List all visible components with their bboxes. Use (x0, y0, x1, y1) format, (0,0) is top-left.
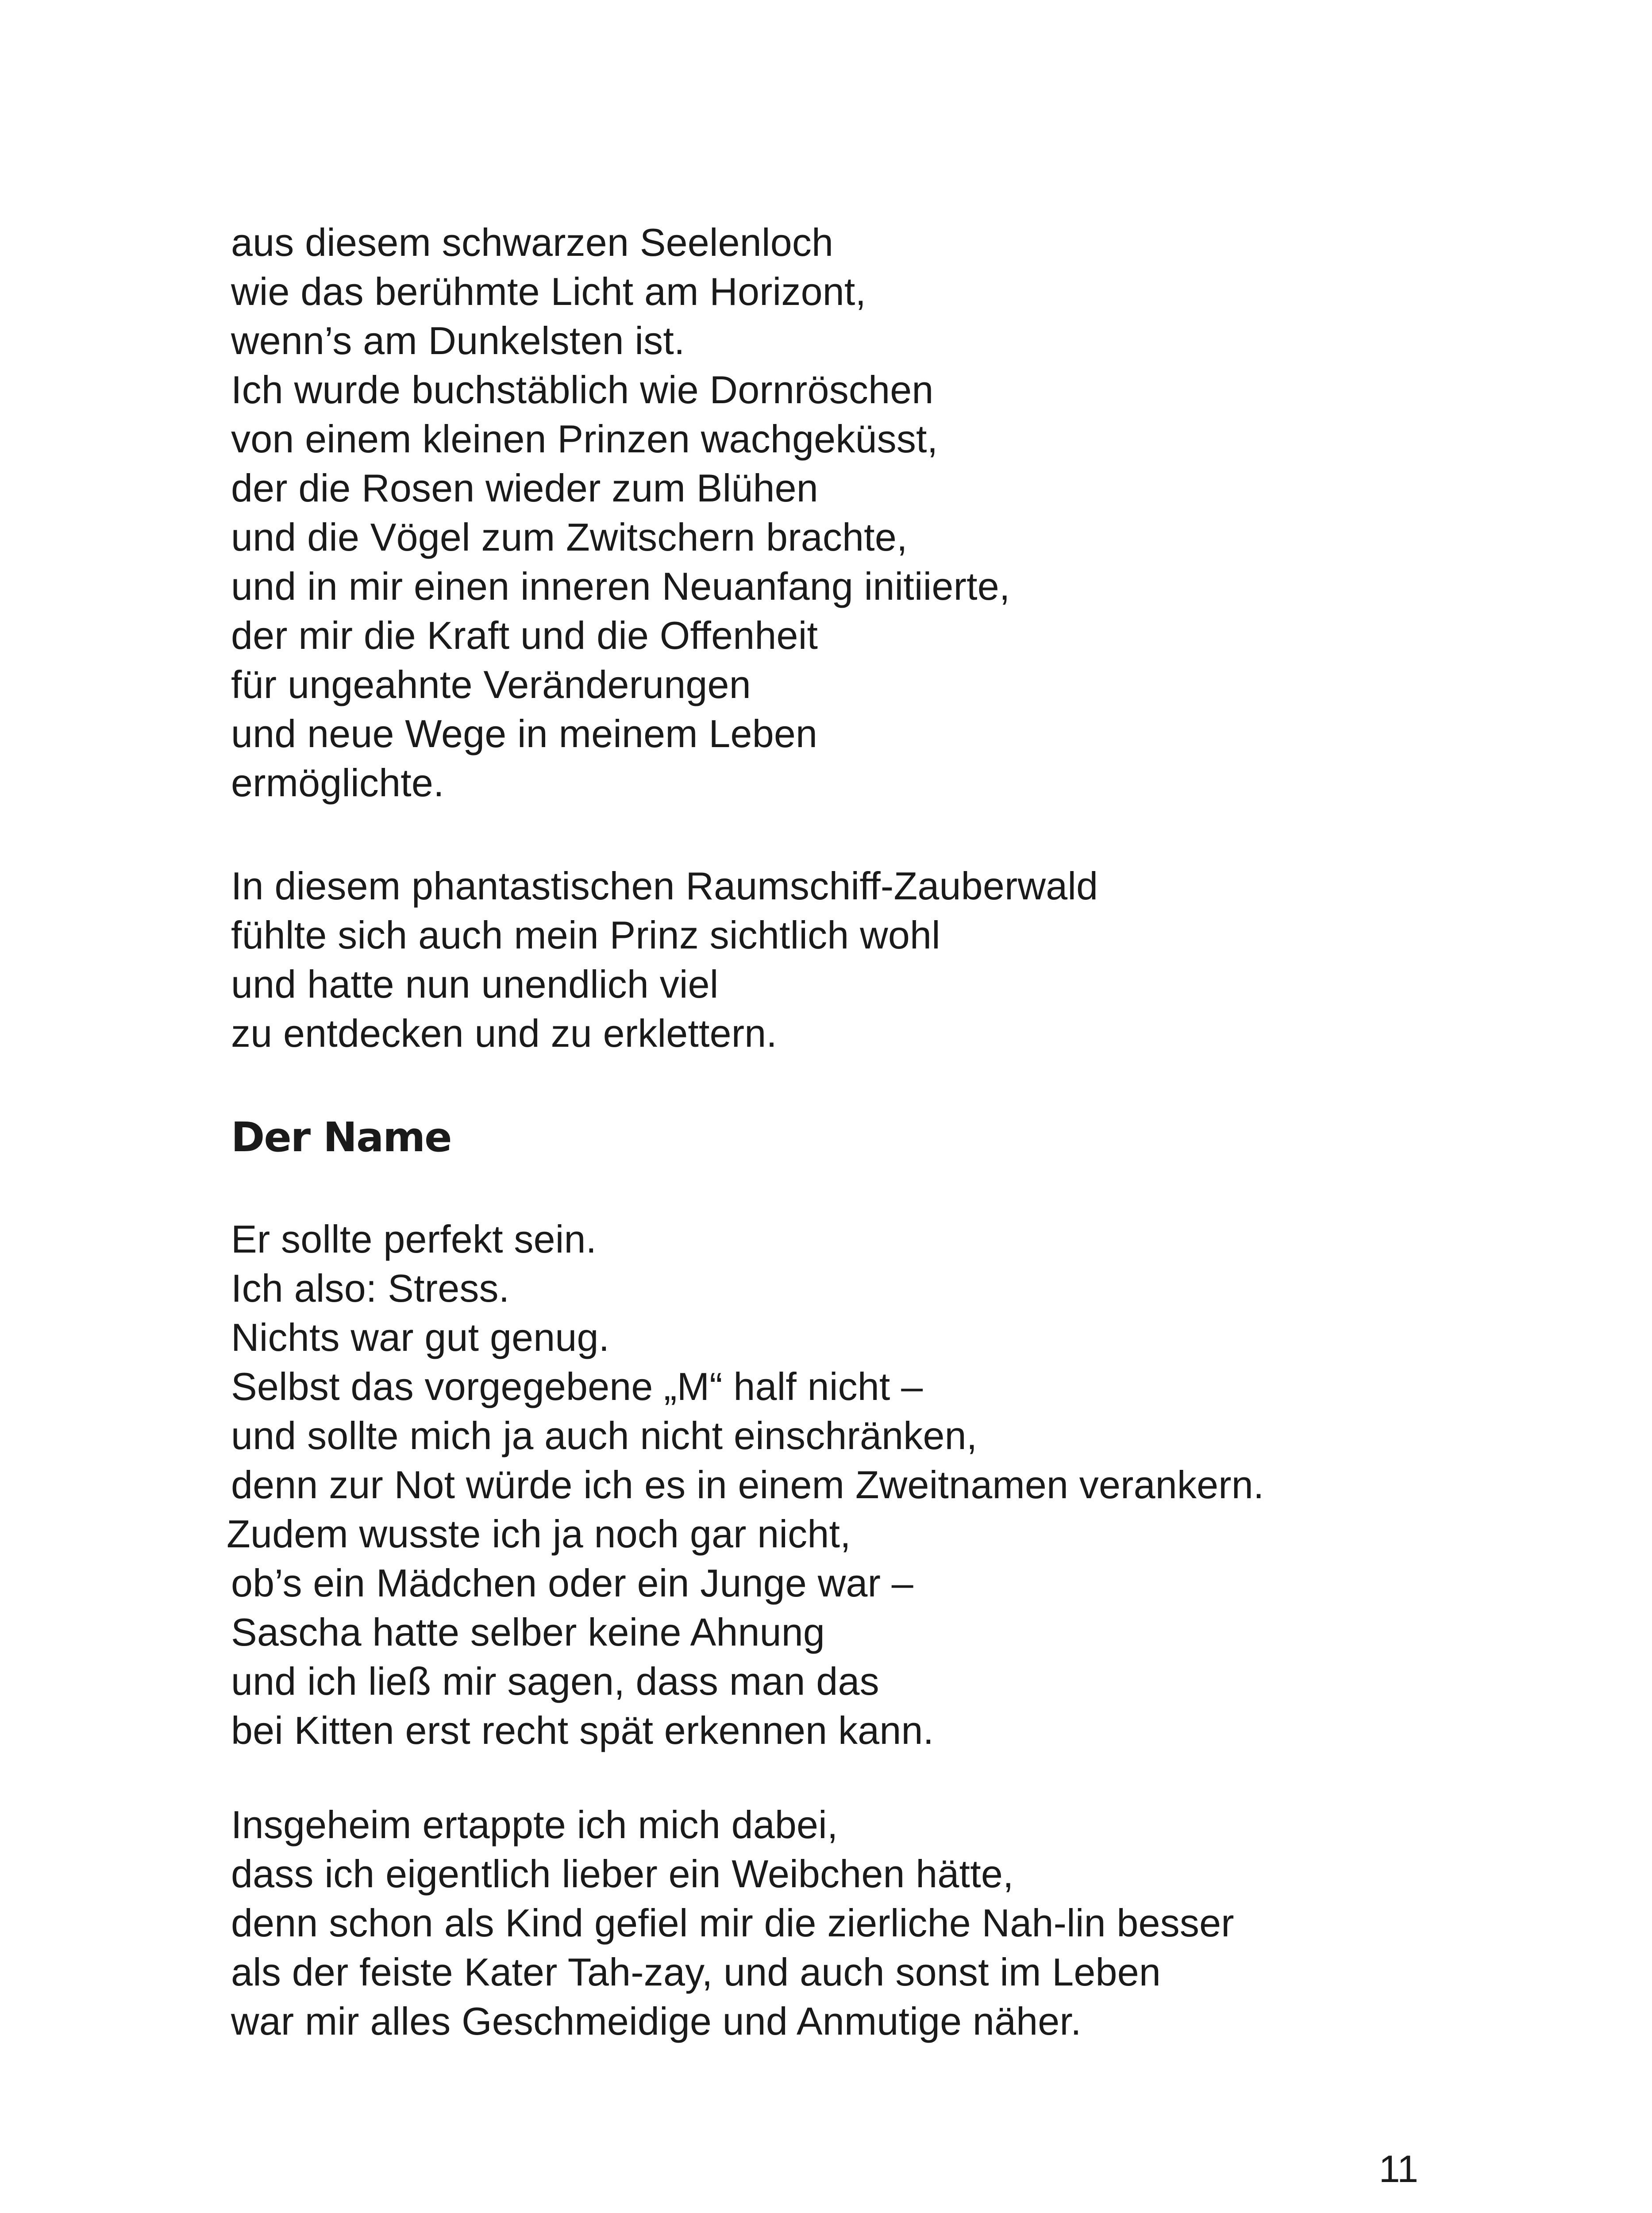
text-line: fühlte sich auch mein Prinz sichtlich wohl (231, 913, 940, 957)
text-line: und die Vögel zum Zwitschern brachte, (231, 515, 908, 559)
text-line: Ich wurde buchstäblich wie Dornröschen (231, 368, 934, 412)
text-line: dass ich eigentlich lieber ein Weibchen hätte, (231, 1852, 1014, 1896)
text-line: und neue Wege in meinem Leben (231, 712, 818, 756)
text-line: denn zur Not würde ich es in einem Zweitnamen verankern. (231, 1463, 1264, 1507)
text-line: denn schon als Kind gefiel mir die zierliche Nah-lin besser (231, 1901, 1234, 1945)
text-line: wenn’s am Dunkelsten ist. (231, 319, 685, 362)
text-line: und hatte nun unendlich viel (231, 962, 719, 1006)
text-line: für ungeahnte Veränderungen (231, 663, 751, 706)
text-line: In diesem phantastischen Raumschiff-Zauberwald (231, 864, 1098, 908)
text-line: Nichts war gut genug. (231, 1315, 610, 1359)
text-line: wie das berühmte Licht am Horizont, (231, 270, 866, 313)
text-line: ermöglichte. (231, 761, 444, 805)
text-line: und in mir einen inneren Neuanfang initiierte, (231, 564, 1010, 608)
text-line: aus diesem schwarzen Seelenloch (231, 220, 834, 264)
text-line: Selbst das vorgegebene „M“ half nicht – (231, 1365, 923, 1408)
text-line: und ich ließ mir sagen, dass man das (231, 1659, 879, 1703)
text-line: ob’s ein Mädchen oder ein Junge war – (231, 1561, 913, 1605)
text-line: der mir die Kraft und die Offenheit (231, 613, 818, 657)
text-line: bei Kitten erst recht spät erkennen kann. (231, 1708, 934, 1752)
text-line: der die Rosen wieder zum Blühen (231, 466, 818, 510)
text-line: Sascha hatte selber keine Ahnung (231, 1610, 825, 1654)
text-line: war mir alles Geschmeidige und Anmutige näher. (231, 1999, 1082, 2043)
text-line: Insgeheim ertappte ich mich dabei, (231, 1803, 838, 1847)
text-line: als der feiste Kater Tah-zay, und auch sonst im Leben (231, 1950, 1161, 1994)
text-line: Ich also: Stress. (231, 1266, 510, 1310)
text-line: von einem kleinen Prinzen wachgeküsst, (231, 417, 938, 461)
stanza-2 (231, 861, 1098, 1058)
section-heading: Der Name (231, 1114, 451, 1161)
stanza-3 (227, 1214, 1264, 1755)
stanza-1 (231, 218, 1010, 807)
text-line: und sollte mich ja auch nicht einschränken, (231, 1414, 978, 1457)
stanza-4 (231, 1800, 1234, 2046)
text-line: Er sollte perfekt sein. (231, 1217, 597, 1261)
page-number: 11 (1379, 2148, 1418, 2190)
text-line: Zudem wusste ich ja noch gar nicht, (227, 1512, 851, 1556)
text-line: zu entdecken und zu erklettern. (231, 1011, 778, 1055)
